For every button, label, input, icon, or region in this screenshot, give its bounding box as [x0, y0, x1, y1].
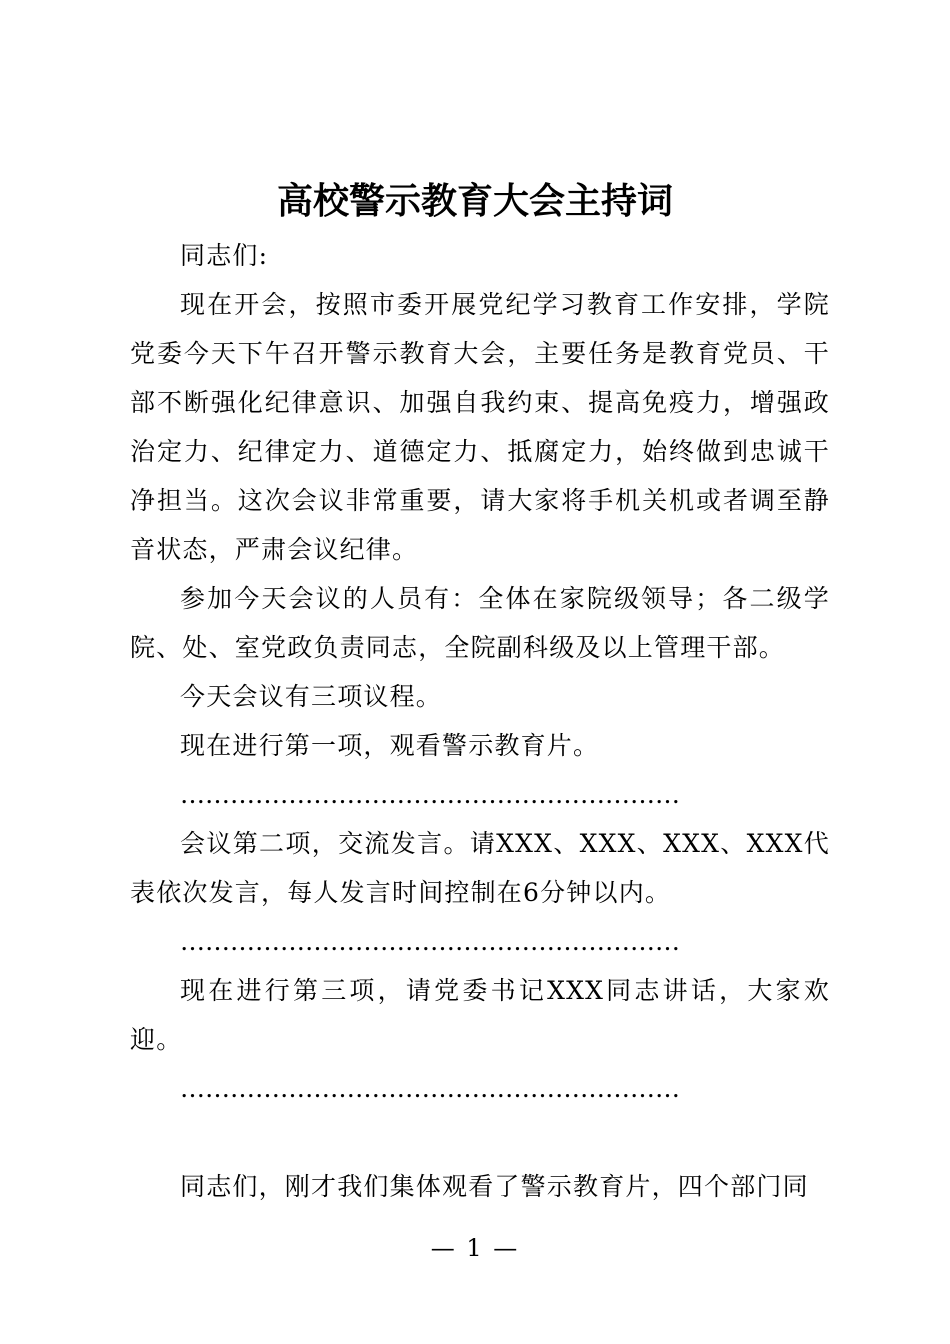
ellipsis-divider-3: ……………………………………………………	[180, 1074, 680, 1103]
paragraph-closing: 同志们，刚才我们集体观看了警示教育片，四个部门同	[180, 1172, 809, 1201]
paragraph-item-two: 会议第二项，交流发言。请XXX、XXX、XXX、XXX代表依次发言，每人发言时间控制在6分钟以内。	[130, 829, 830, 907]
document-title: 高校警示教育大会主持词	[276, 180, 673, 222]
page-number: — 1 —	[430, 1234, 520, 1262]
blank-line	[130, 1113, 830, 1162]
salutation: 同志们:	[180, 241, 269, 270]
paragraph-attendees: 参加今天会议的人员有：全体在家院级领导；各二级学院、处、室党政负责同志，全院副科级及以上管理干部。	[130, 584, 830, 662]
paragraph-item-three: 现在进行第三项，请党委书记XXX同志讲话，大家欢迎。	[130, 976, 830, 1054]
ellipsis-divider-2: ……………………………………………………	[180, 927, 680, 956]
document-body	[130, 231, 830, 1211]
paragraph-opening: 现在开会，按照市委开展党纪学习教育工作安排，学院党委今天下午召开警示教育大会，主要任务是教育党员、干部不断强化纪律意识、加强自我约束、提高免疫力，增强政治定力、纪律定力、道德定力、抵腐定力，始终做到忠诚干净担当。这次会议非常重要，请大家将手机关机或者调至静音状态，严肃会议纪律。	[130, 290, 830, 564]
paragraph-item-one: 现在进行第一项，观看警示教育片。	[180, 731, 600, 760]
paragraph-agenda: 今天会议有三项议程。	[180, 682, 443, 711]
ellipsis-divider-1: ……………………………………………………	[180, 780, 680, 809]
